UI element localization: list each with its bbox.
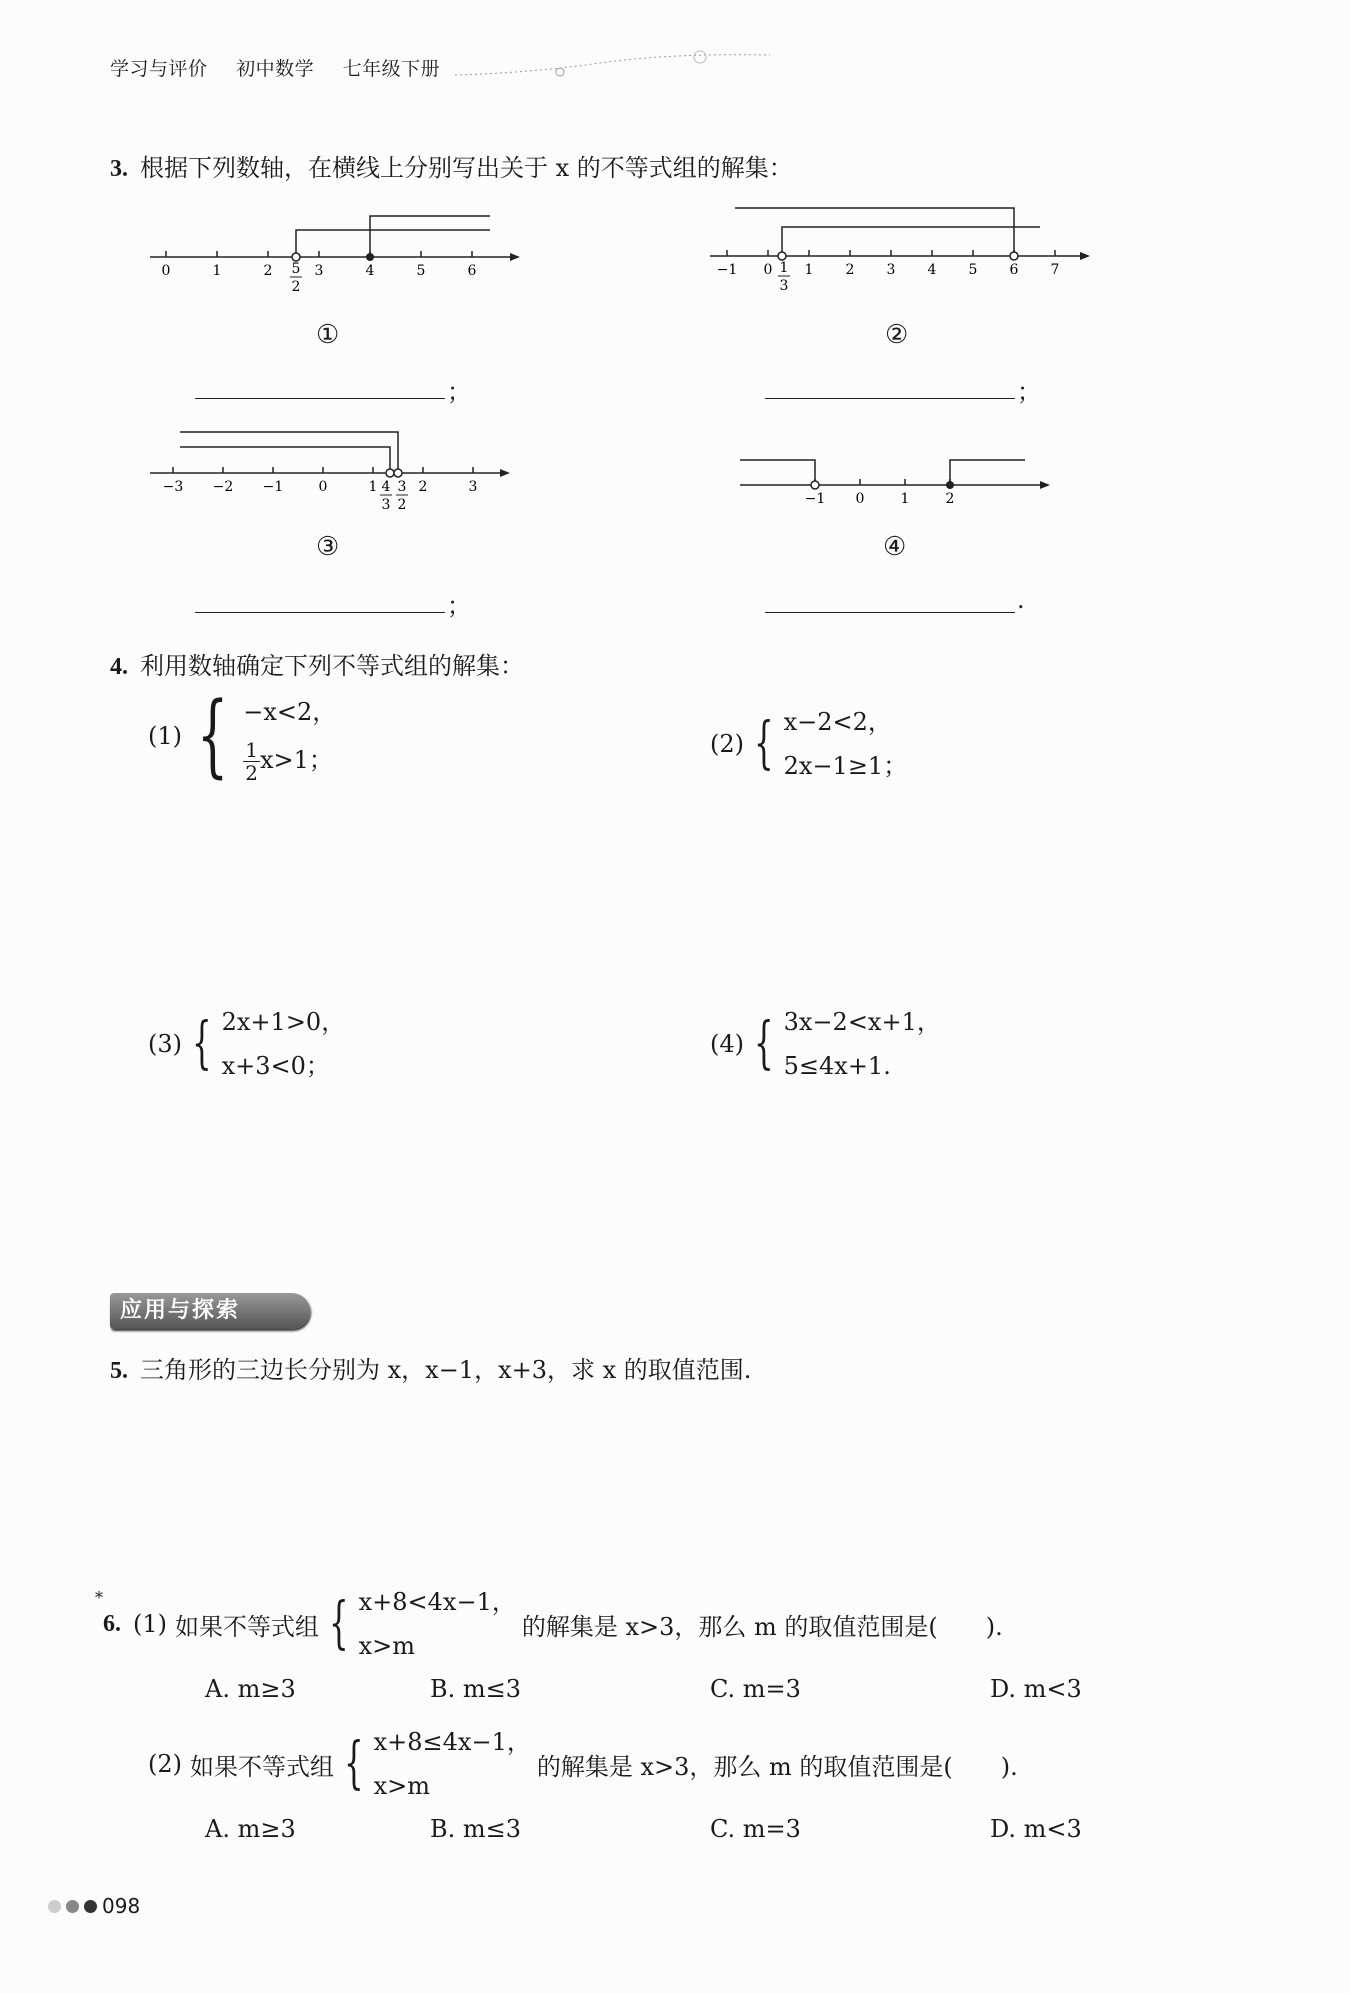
fraction-den: 2	[291, 279, 301, 295]
answer-blank-2[interactable]	[765, 398, 1015, 399]
open-point-5-2	[292, 253, 300, 261]
tick-label: 1	[900, 491, 910, 507]
tick-label: 2	[263, 263, 273, 279]
q6-2-option-b[interactable]: B. m≤3	[430, 1815, 522, 1843]
closed-point-2	[946, 481, 954, 489]
q6-part-1: * 6. (1) 如果不等式组 { x+8<4x−1， x>m 的解集是 x>3，那么 m 的取值范围是( ).	[95, 1588, 1003, 1660]
q4-system-2: (2) { x−2<2， 2x−1≥1；	[710, 708, 908, 780]
diagram-label-4: ④	[883, 532, 907, 562]
tick-label: 6	[467, 263, 477, 279]
open-point-1-3	[778, 252, 786, 260]
q4-system-3: (3) { 2x+1>0， x+3<0；	[148, 1008, 346, 1080]
book-subject: 初中数学	[236, 58, 315, 80]
open-point-4-3	[386, 469, 394, 477]
open-point-neg1	[811, 481, 819, 489]
diagram-label-2: ②	[885, 320, 909, 350]
number-line-2	[705, 200, 1095, 300]
punct-3: ；	[447, 592, 471, 620]
header-decoration	[450, 45, 780, 85]
book-grade: 七年级下册	[342, 58, 441, 80]
tick-label: 4	[365, 263, 375, 279]
book-series: 学习与评价	[110, 58, 208, 80]
tick-label: 4	[927, 262, 937, 278]
diagram-label-3: ③	[316, 532, 340, 562]
tick-label: 1	[212, 263, 222, 279]
fraction-num: 5	[291, 261, 301, 277]
tick-label: 0	[161, 263, 171, 279]
page-number: 098	[48, 1894, 140, 1918]
punct-2: ；	[1017, 378, 1041, 406]
tick-label: 3	[314, 263, 324, 279]
fraction-den: 3	[779, 278, 789, 294]
tick-label: −2	[212, 479, 234, 495]
q6-part-2: (2) 如果不等式组 { x+8≤4x−1， x>m 的解集是 x>3，那么 m 的取值范围是( ).	[148, 1728, 1018, 1800]
fraction-num: 4	[381, 479, 391, 495]
tick-label: 3	[468, 479, 478, 495]
tick-label: −1	[262, 479, 284, 495]
page-dot-icon	[48, 1900, 61, 1913]
q5-prompt: 5. 三角形的三边长分别为 x，x−1，x+3，求 x 的取值范围.	[110, 1356, 752, 1384]
fraction-num: 3	[397, 479, 407, 495]
tick-label: 2	[945, 491, 955, 507]
answer-blank-3[interactable]	[195, 612, 445, 613]
tick-label: 2	[418, 479, 428, 495]
diagram-label-1: ①	[316, 320, 340, 350]
q4-prompt: 4. 利用数轴确定下列不等式组的解集：	[110, 652, 524, 680]
open-point-6	[1010, 252, 1018, 260]
q4-system-1: (1) { −x<2， $\frac{1}{2}$ x>1；	[148, 683, 337, 788]
section-badge: 应用与探索	[110, 1293, 310, 1329]
number-line-4	[735, 440, 1055, 520]
page-dot-icon	[84, 1900, 97, 1913]
tick-label: 1	[804, 262, 814, 278]
q3-prompt: 3. 根据下列数轴，在横线上分别写出关于 x 的不等式组的解集：	[110, 154, 793, 182]
tick-label: −1	[716, 262, 738, 278]
punct-1: ；	[447, 378, 471, 406]
fraction-num: 1	[779, 260, 789, 276]
tick-label: 0	[318, 479, 328, 495]
answer-blank-4[interactable]	[765, 612, 1015, 613]
tick-label: −1	[804, 491, 826, 507]
tick-label: 6	[1009, 262, 1019, 278]
fraction-den: 3	[381, 497, 391, 513]
tick-label: 0	[855, 491, 865, 507]
tick-label: 5	[416, 263, 426, 279]
number-line-3	[145, 420, 525, 520]
open-point-3-2	[394, 469, 402, 477]
page-dot-icon	[66, 1900, 79, 1913]
q6-2-option-d[interactable]: D. m<3	[990, 1815, 1082, 1843]
q4-system-4: (4) { 3x−2<x+1， 5≤4x+1.	[710, 1008, 941, 1080]
tick-label: 1	[368, 479, 378, 495]
page-header	[110, 54, 462, 81]
tick-label: 0	[763, 262, 773, 278]
closed-point-4	[366, 253, 374, 261]
q6-1-option-a[interactable]: A. m≥3	[205, 1675, 296, 1703]
q6-1-option-c[interactable]: C. m=3	[710, 1675, 801, 1703]
punct-4: .	[1017, 586, 1025, 614]
q6-1-option-b[interactable]: B. m≤3	[430, 1675, 522, 1703]
tick-label: 2	[845, 262, 855, 278]
number-line-1	[145, 205, 525, 305]
q6-2-option-c[interactable]: C. m=3	[710, 1815, 801, 1843]
answer-blank-1[interactable]	[195, 398, 445, 399]
q6-2-option-a[interactable]: A. m≥3	[205, 1815, 296, 1843]
tick-label: 5	[968, 262, 978, 278]
fraction-den: 2	[397, 497, 407, 513]
tick-label: −3	[162, 479, 184, 495]
tick-label: 3	[886, 262, 896, 278]
q6-1-option-d[interactable]: D. m<3	[990, 1675, 1082, 1703]
tick-label: 7	[1050, 262, 1060, 278]
